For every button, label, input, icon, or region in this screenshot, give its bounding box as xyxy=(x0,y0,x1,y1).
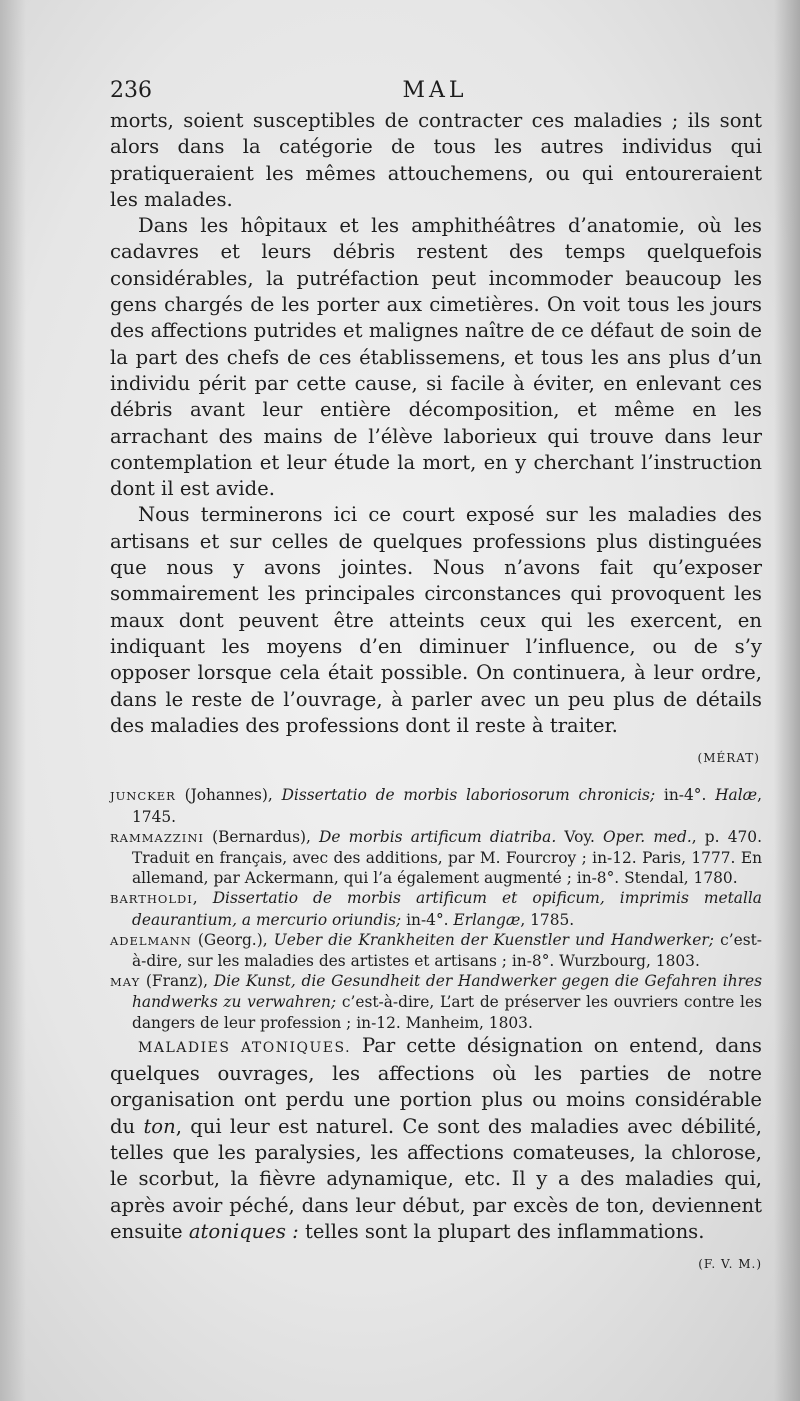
reference-item xyxy=(110,785,762,826)
reference-name: (Bernardus), xyxy=(203,827,320,846)
reference-item xyxy=(110,930,762,971)
reference-title: Dissertatio de morbis laboriosorum chronicis; xyxy=(281,786,656,805)
main-text xyxy=(110,108,762,1278)
reference-year: , 1745. xyxy=(132,786,762,826)
reference-details: c’est-à-dire, L’art de préserver les ouvriers contre les dangers de leur profession ; in-12. Manheim, 1803. xyxy=(132,993,762,1032)
page-number: 236 xyxy=(110,78,152,103)
paragraph-2: Dans les hôpitaux et les amphithéâtres d’anatomie, où les cadavres et leurs débris restent des temps quelquefois considérables, la putréfaction peut incommoder beaucoup les gens chargés de les porter aux cimetières. On voit tous les jours des affections putrides et malignes naître de ce défaut de soin de la part des chefs de ces établissemens, et tous les ans plus d’un individu périt par cette cause, si facile à éviter, en enlevant ces débris avant leur entière décomposition, et même en les arrachant des mains de l’élève laborieux qui trouve dans leur contemplation et leur étude la mort, en y cherchant l’instruction dont il est avide. xyxy=(110,214,762,501)
reference-title: Ueber die Krankheiten der Kuenstler und Handwerker; xyxy=(273,930,714,949)
paragraph-3: Nous terminerons ici ce court exposé sur les maladies des artisans et sur celles de quelques professions plus distinguées que nous y avons jointes. Nous n’avons fait qu’exposer sommairement les principales circonstances qui provoquent les maux dont peuvent être atteints ceux qui les exercent, en indiquant les moyens d’en diminuer l’influence, ou de s’y opposer lorsque cela était possible. On continuera, à leur ordre, dans le reste de l’ouvrage, à parler avec un peu plus de détails des maladies des professions dont il reste à traiter. xyxy=(110,503,762,737)
reference-name: , xyxy=(192,889,213,908)
reference-title: Dissertatio de morbis artificum et opificum, imprimis metalla deaurantium, a mercurio oriundis; xyxy=(132,889,762,929)
reference-place: Halæ xyxy=(715,786,758,805)
reference-see: Voy. xyxy=(556,827,604,846)
author-signature: (MÉRAT) xyxy=(697,751,760,766)
reference-author: BARTHOLDI xyxy=(110,892,193,907)
reference-place: Erlangæ xyxy=(453,910,521,929)
entry-headword: MALADIES ATONIQUES. xyxy=(138,1039,352,1056)
entry-text-c: telles sont la plupart des inflammations. xyxy=(298,1219,705,1243)
page-header xyxy=(110,78,760,106)
reference-author: RAMMAZZINI xyxy=(110,830,204,845)
dictionary-entry xyxy=(110,1033,763,1272)
reference-year: , 1785. xyxy=(520,910,575,929)
reference-title: De morbis artificum diatriba. xyxy=(319,827,557,846)
entry-text-a: Par cette désignation on entend, dans quelques ouvrages, les affections où les parties de notre organisation ont perdu une portion plus ou moins considérable du xyxy=(110,1033,762,1138)
entry-term-ton: ton xyxy=(143,1114,176,1138)
running-title: MAL xyxy=(402,78,468,103)
reference-item xyxy=(110,888,762,929)
reference-item xyxy=(110,827,762,889)
page-left-shadow xyxy=(0,0,26,1401)
reference-name: (Johannes), xyxy=(175,786,282,805)
entry-text-b: , qui leur est naturel. Ce sont des maladies avec débilité, telles que les paralysies, les affections comateuses, la chlorose, le scorbut, la fièvre adynamique, etc. Il y a des maladies qui, après avoir péché, dans leur début, par excès de ton, deviennent ensuite xyxy=(110,1114,763,1243)
reference-item xyxy=(110,971,762,1033)
reference-author: MAY xyxy=(110,975,141,990)
reference-details: in-4°. xyxy=(401,910,454,929)
reference-details: c’est-à-dire, sur les maladies des artistes et artisans ; in-8°. Wurzbourg, 1803. xyxy=(132,930,762,971)
reference-title: Die Kunst, die Gesundheit der Handwerker gegen die Gefahren ihres handwerks zu verwahren; xyxy=(132,972,762,1012)
reference-details: , p. 470. Traduit en français, avec des additions, par M. Fourcroy ; in-12. Paris, 1777. En allemand, par Ackermann, qui l’a également augmenté ; in-8°. Stendal, 1780. xyxy=(132,827,762,888)
bibliography xyxy=(110,785,762,1032)
reference-author: JUNCKER xyxy=(110,789,176,804)
entry-initials: (F. V. M.) xyxy=(698,1257,762,1272)
reference-author: ADELMANN xyxy=(110,933,192,948)
reference-details: in-4°. xyxy=(655,786,716,805)
entry-term-atoniques: atoniques : xyxy=(188,1219,299,1243)
paragraph-1: morts, soient susceptibles de contracter ces maladies ; ils sont alors dans la catégorie de tous les autres individus qui pratiqueraient les mêmes attouchemens, ou qui entoureraient les malades. xyxy=(110,109,762,211)
reference-name: (Franz), xyxy=(140,972,214,991)
reference-title-2: Oper. med. xyxy=(603,827,692,846)
page-right-shadow xyxy=(774,0,800,1401)
reference-name: (Georg.), xyxy=(191,930,274,949)
